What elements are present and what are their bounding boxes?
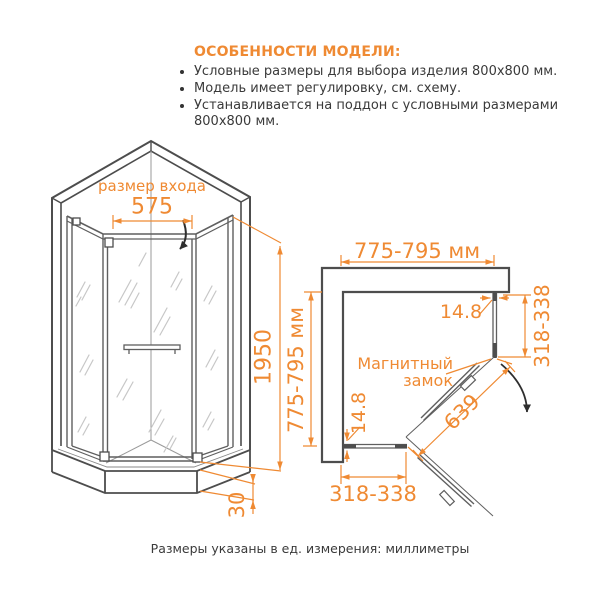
door-hardware xyxy=(73,218,202,462)
features-list xyxy=(178,64,563,131)
bullet-dot xyxy=(180,70,184,74)
magnetic-lock-label: Магнитный замок xyxy=(357,354,453,390)
bullet-dot xyxy=(180,87,184,91)
feature-item xyxy=(178,81,563,98)
dim-tray-height: 30 xyxy=(225,491,249,519)
feature-item xyxy=(178,98,563,132)
dim-adjustment-bottom: 14.8 xyxy=(348,391,370,435)
bullet-dot xyxy=(180,104,184,108)
feature-text: Устанавливается на поддон с условными размерами 800x800 мм. xyxy=(194,97,559,130)
towel-bar-handle xyxy=(124,345,180,354)
dim-door-width: 639 xyxy=(439,389,485,435)
feature-text: Модель имеет регулировку, см. схему. xyxy=(194,80,462,96)
features-block xyxy=(178,44,563,131)
dim-glass-height: 1950 xyxy=(251,329,277,385)
dim-side-panel-bottom: 318-338 xyxy=(329,482,417,506)
features-title: ОСОБЕННОСТИ МОДЕЛИ: xyxy=(194,44,401,60)
units-note: Размеры указаны в ед. измерения: миллиметры xyxy=(150,541,470,556)
shower-tray xyxy=(52,449,250,493)
dim-overall-width-top: 775-795 мм xyxy=(353,239,481,263)
feature-item xyxy=(178,64,563,81)
plan-door-open xyxy=(406,437,493,516)
dim-side-panel-right: 318-338 xyxy=(530,284,554,368)
entrance-size-label: размер входа xyxy=(98,177,206,195)
dim-overall-width-left: 775-795 мм xyxy=(284,306,308,434)
dim-adjustment-top: 14.8 xyxy=(439,301,483,323)
feature-text: Условные размеры для выбора изделия 800x800 мм. xyxy=(194,64,558,79)
glass-panels-and-door xyxy=(67,215,233,461)
dim-entrance-width: 575 xyxy=(131,194,173,220)
